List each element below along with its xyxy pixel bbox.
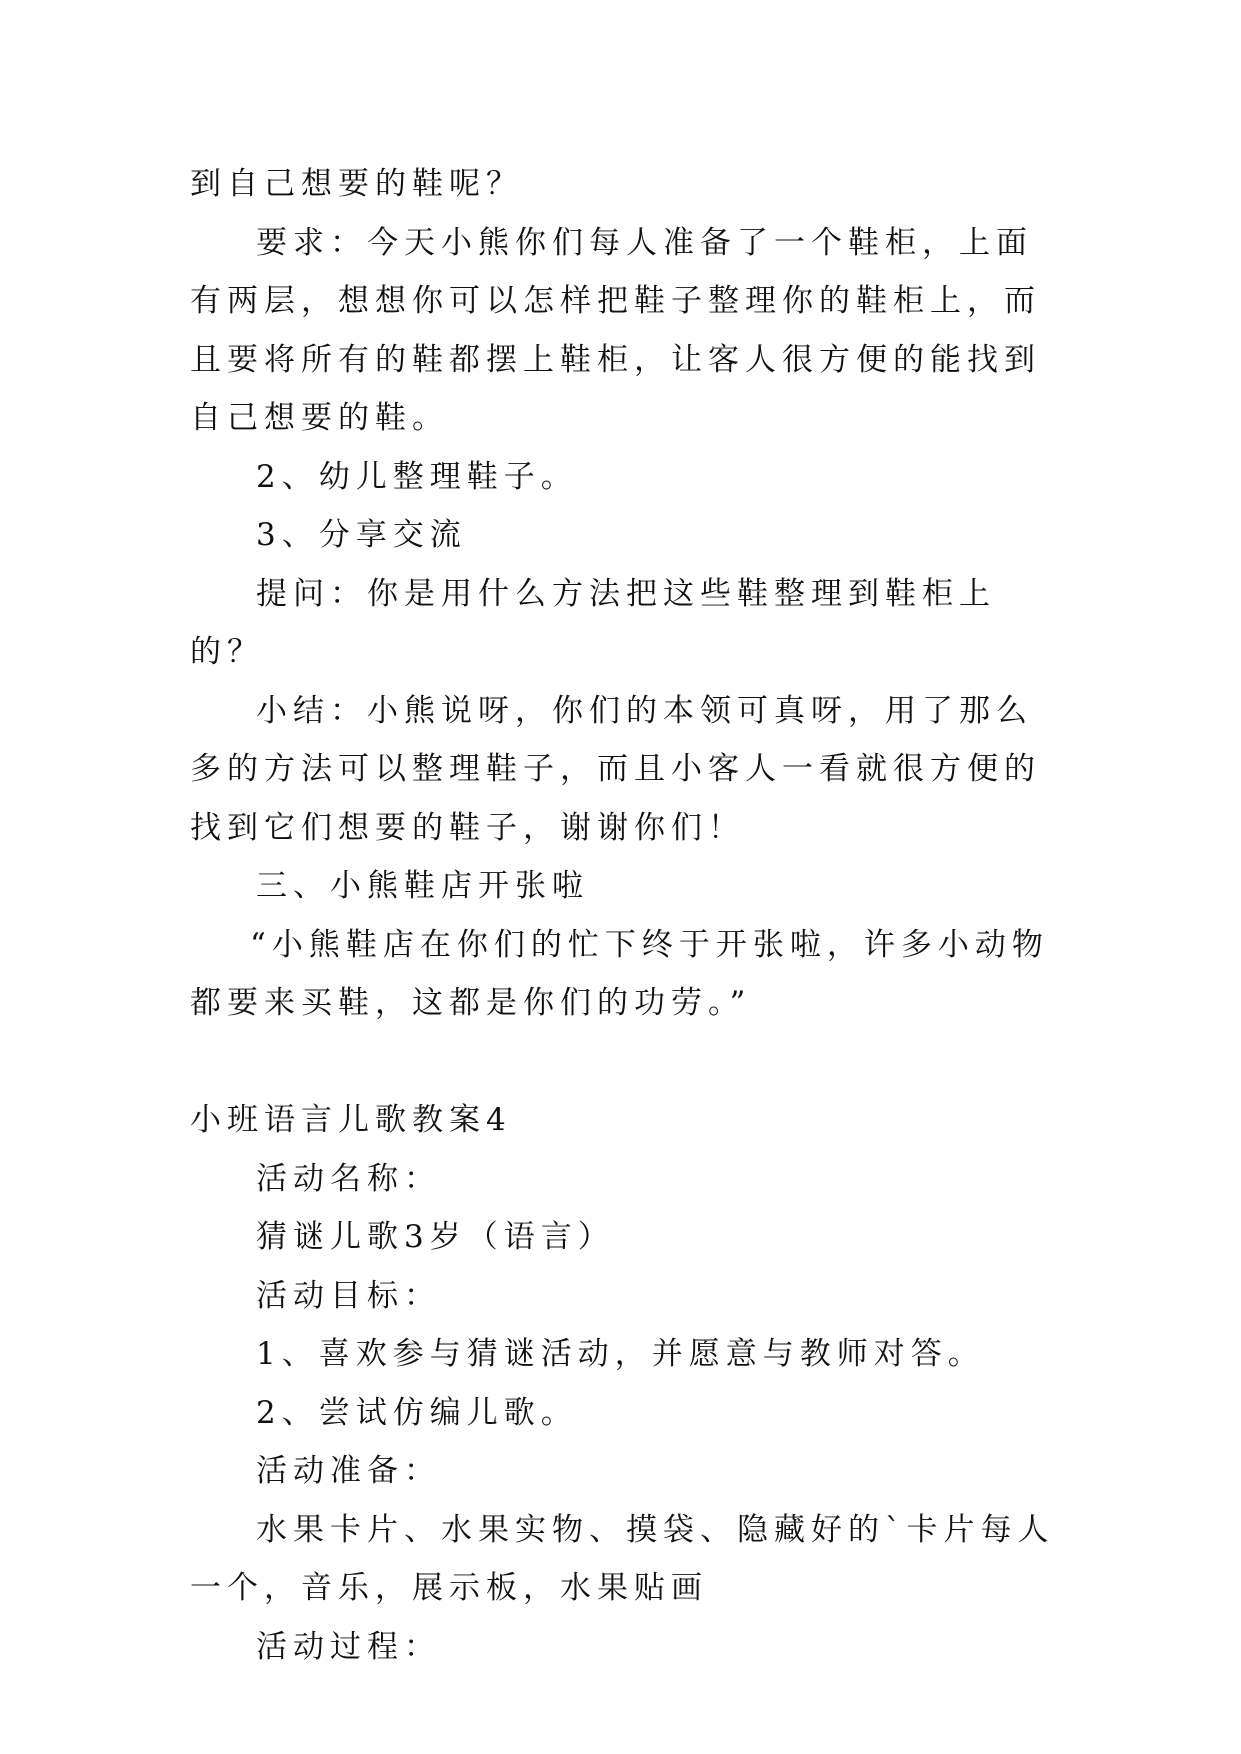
paragraph-step-3: 3、分享交流 [256,517,467,553]
blank-line [190,1033,1062,1092]
paragraph-requirement: 要求：今天小熊你们每人准备了一个鞋柜，上面有两层，想想你可以怎样把鞋子整理你的鞋柜上，而且要将所有的鞋都摆上鞋柜，让客人很方便的能找到自己想要的鞋。 [190,224,1041,436]
paragraph-section-3: 三、小熊鞋店开张啦 [256,868,589,904]
paragraph-summary: 小结：小熊说呀，你们的本领可真呀，用了那么多的方法可以整理鞋子，而且小客人一看就很方便的找到它们想要的鞋子，谢谢你们！ [190,692,1041,846]
paragraph-activity-name: 猜谜儿歌3岁（语言） [256,1219,615,1255]
paragraph-continuation: 到自己想要的鞋呢？ [190,166,523,202]
paragraph-process-label: 活动过程： [256,1628,441,1665]
paragraph-quote: “小熊鞋店在你们的忙下终于开张啦，许多小动物都要来买鞋，这都是你们的功劳。” [190,926,1049,1021]
paragraph-question: 提问：你是用什么方法把这些鞋整理到鞋柜上的？ [190,575,996,670]
paragraph-step-2: 2、幼儿整理鞋子。 [256,458,578,495]
paragraph-goal-1: 1、喜欢参与猜谜活动，并愿意与教师对答。 [256,1336,985,1372]
paragraph-activity-goals-label: 活动目标： [256,1277,441,1314]
section-heading: 小班语言儿歌教案4 [190,1102,512,1138]
paragraph-preparation: 水果卡片、水果实物、摸袋、隐藏好的`卡片每人一个，音乐，展示板，水果贴画 [190,1511,1055,1606]
paragraph-goal-2: 2、尝试仿编儿歌。 [256,1394,578,1431]
document-body [190,155,1062,1676]
paragraph-activity-name-label: 活动名称： [256,1160,441,1197]
paragraph-preparation-label: 活动准备： [256,1453,441,1489]
